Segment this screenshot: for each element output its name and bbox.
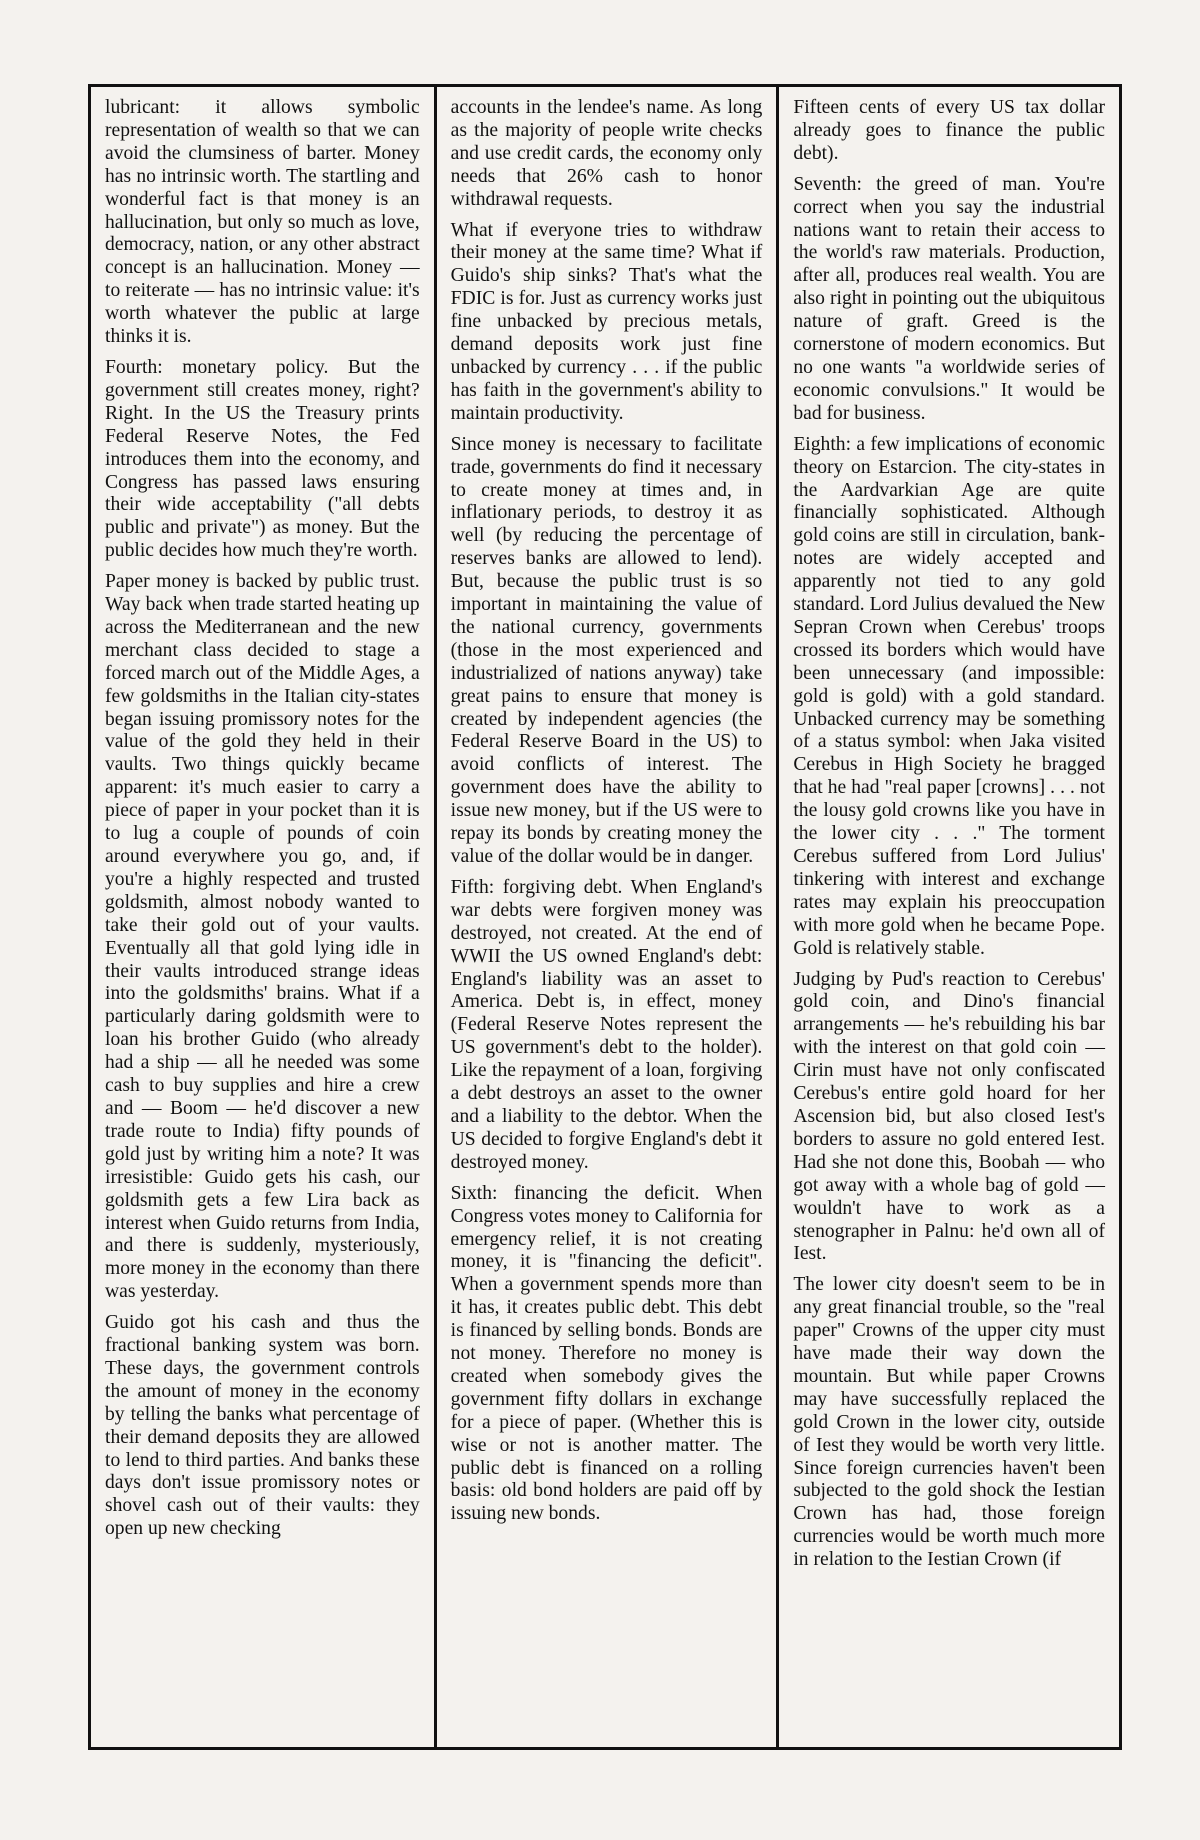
text-frame bbox=[88, 84, 1122, 1750]
text-column-1 bbox=[91, 87, 434, 1747]
paragraph: Fourth: monetary policy. But the government still creates money, right? Right. In the US the Treasury prints Federal Reserve Notes, the Fed introduces them into the economy, and Congress has passed laws ensuring their wide acceptability ("all debts public and private") as money. But the public decides how much they're worth. bbox=[105, 356, 420, 562]
paragraph: The lower city doesn't seem to be in any great financial trouble, so the "real paper" Crowns of the upper city must have made their way down the mountain. But while paper Crowns may have successfully replaced the gold Crown in the lower city, outside of Iest they would be worth very little. Since foreign currencies haven't been subjected to the gold shock the Iestian Crown has had, those foreign currencies would be worth much more in relation to the Iestian Crown (if bbox=[793, 1274, 1105, 1571]
paragraph: Fifteen cents of every US tax dollar already goes to finance the public debt). bbox=[793, 97, 1105, 164]
paragraph: Paper money is backed by public trust. Way back when trade started heating up across the Mediterranean and the new merchant class decided to stage a forced march out of the Middle Ages, a few goldsmiths in the Italian city-states began issuing promissory notes for the value of the gold they held in their vaults. Two things quickly became apparent: it's much easier to carry a piece of paper in your pocket than it is to lug a couple of pounds of coin around everywhere you go, and, if you're a highly respected and trusted goldsmith, almost nobody wanted to take their gold out of your vaults. Eventually all that gold lying idle in their vaults introduced strange ideas into the goldsmiths' brains. What if a particularly daring goldsmith were to loan his brother Guido (who already had a ship — all he needed was some cash to buy supplies and hire a crew and — Boom — he'd discover a new trade route to India) fifty pounds of gold just by writing him a note? It was irresistible: Guido gets his cash, our goldsmith gets a few Lira back as interest when Guido returns from India, and there is suddenly, mysteriously, more money in the economy than there was yesterday. bbox=[105, 571, 420, 1303]
paragraph: Fifth: forgiving debt. When England's war debts were forgiven money was destroyed, not created. At the end of WWII the US owned England's debt: England's liability was an asset to America. Debt is, in effect, money (Federal Reserve Notes represent the US government's debt to the holder). Like the repayment of a loan, forgiving a debt destroys an asset to the owner and a liability to the debtor. When the US decided to forgive England's debt it destroyed money. bbox=[450, 876, 763, 1173]
paragraph: Since money is necessary to facilitate trade, governments do find it necessary to create money at times and, in inflationary periods, to destroy it as well (by reducing the percentage of reserves banks are allowed to lend). But, because the public trust is so important in maintaining the value of the national currency, governments (those in the most experienced and industrialized of nations anyway) take great pains to ensure that money is created by independent agencies (the Federal Reserve Board in the US) to avoid conflicts of interest. The government does have the ability to issue new money, but if the US were to repay its bonds by creating money the value of the dollar would be in danger. bbox=[450, 433, 763, 867]
paragraph: Judging by Pud's reaction to Cerebus' gold coin, and Dino's financial arrangements — he's rebuilding his bar with the interest on that gold coin — Cirin must have not only confiscated Cerebus's entire gold hoard for her Ascension bid, but also closed Iest's borders to assure no gold entered Iest. Had she not done this, Boobah — who got away with a whole bag of gold — wouldn't have to work as a stenographer in Palnu: he'd own all of Iest. bbox=[793, 968, 1105, 1265]
paragraph: What if everyone tries to withdraw their money at the same time? What if Guido's ship sinks? That's what the FDIC is for. Just as currency works just fine unbacked by precious metals, demand deposits work just fine unbacked by currency . . . if the public has faith in the government's ability to maintain productivity. bbox=[450, 219, 763, 424]
paragraph: Guido got his cash and thus the fractional banking system was born. These days, the government controls the amount of money in the economy by telling the banks what percentage of their demand deposits they are allowed to lend to third parties. And banks these days don't issue promissory notes or shovel cash out of their vaults: they open up new checking bbox=[105, 1312, 420, 1540]
paragraph: Eighth: a few implications of economic theory on Estarcion. The city-states in the Aardvarkian Age are quite financially sophisticated. Although gold coins are still in circulation, bank-notes are widely accepted and apparently not tied to any gold standard. Lord Julius devalued the New Sepran Crown when Cerebus' troops crossed its borders which would have been unnecessary (and impossible: gold is gold) with a gold standard. Unbacked currency may be something of a status symbol: when Jaka visited Cerebus in High Society he bragged that he had "real paper [crowns] . . . not the lousy gold crowns like you have in the lower city . . ." The torment Cerebus suffered from Lord Julius' tinkering with interest and exchange rates may explain his preoccupation with more gold when he became Pope. Gold is relatively stable. bbox=[793, 433, 1105, 959]
text-column-3 bbox=[776, 87, 1119, 1747]
paragraph: lubricant: it allows symbolic representation of wealth so that we can avoid the clumsiness of barter. Money has no intrinsic worth. The startling and wonderful fact is that money is an hallucination, but only so much as love, democracy, nation, or any other abstract concept is an hallucination. Money — to reiterate — has no intrinsic value: it's worth whatever the public at large thinks it is. bbox=[105, 97, 420, 348]
paragraph: Seventh: the greed of man. You're correct when you say the industrial nations want to retain their access to the world's raw materials. Production, after all, produces real wealth. You are also right in pointing out the ubiquitous nature of graft. Greed is the cornerstone of modern economics. But no one wants "a worldwide series of economic convulsions." It would be bad for business. bbox=[793, 173, 1105, 424]
paragraph: accounts in the lendee's name. As long as the majority of people write checks and use credit cards, the economy only needs that 26% cash to honor withdrawal requests. bbox=[450, 97, 763, 210]
text-column-2 bbox=[434, 87, 777, 1747]
paragraph: Sixth: financing the deficit. When Congress votes money to California for emergency relief, it is not creating money, it is "financing the deficit". When a government spends more than it has, it creates public debt. This debt is financed by selling bonds. Bonds are not money. Therefore no money is created when somebody gives the government fifty dollars in exchange for a piece of paper. (Whether this is wise or not is another matter. The public debt is financed on a rolling basis: old bond holders are paid off by issuing new bonds. bbox=[450, 1182, 763, 1525]
